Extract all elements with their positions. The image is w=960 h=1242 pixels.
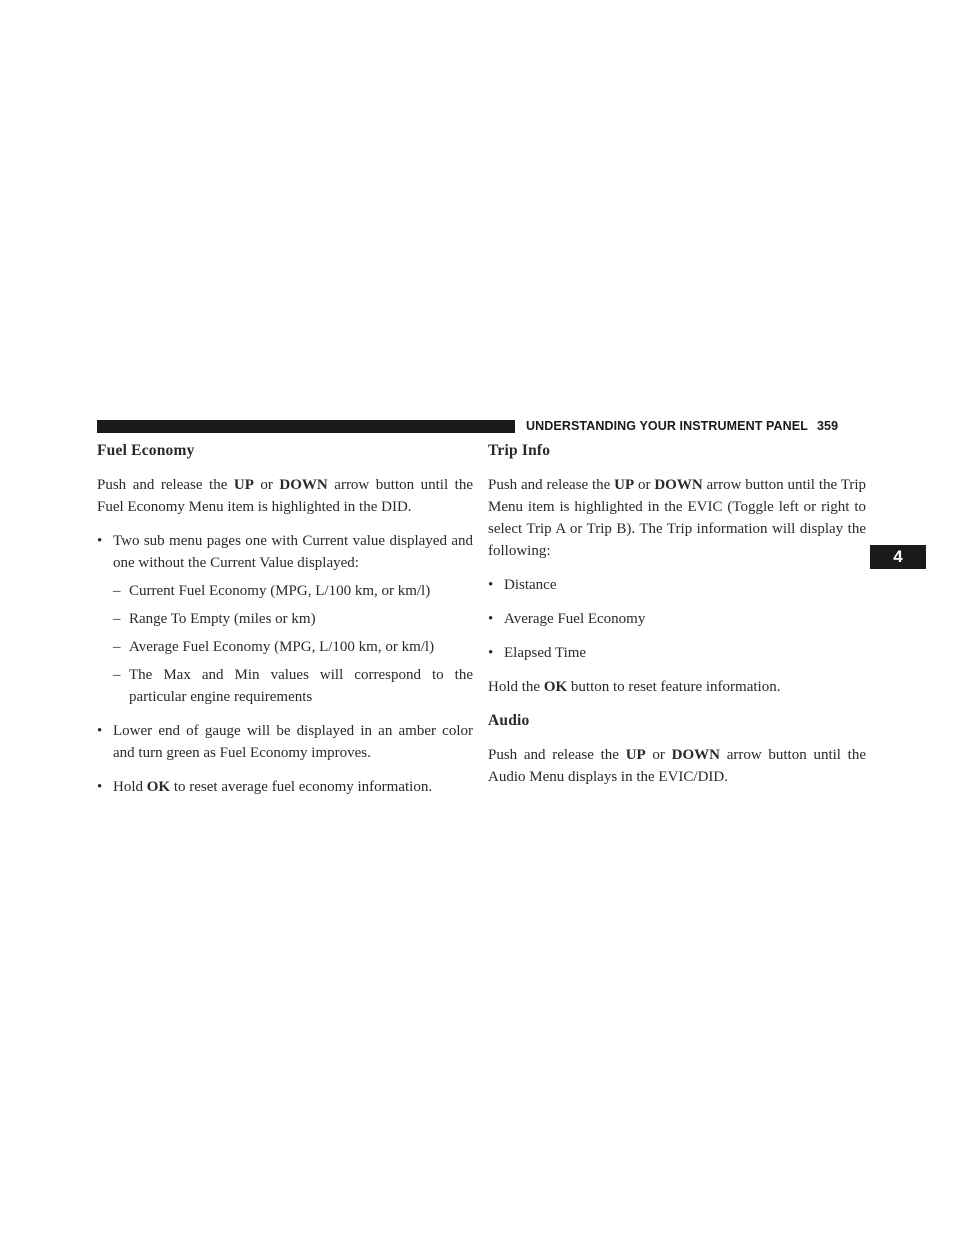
list-item: • Hold OK to reset average fuel economy information. (97, 779, 433, 795)
list-item: • Average Fuel Economy (488, 611, 646, 627)
heading-trip-info: Trip Info (488, 442, 551, 459)
right-column (488, 440, 866, 788)
list-item: • Two sub menu pages one with Current value displayed and one without the Current Value displayed: (97, 533, 473, 571)
header-rule (97, 420, 515, 433)
list-item: • Elapsed Time (488, 645, 587, 661)
heading-audio: Audio (488, 712, 530, 729)
heading-fuel-economy: Fuel Economy (97, 442, 195, 459)
sub-list-item: – The Max and Min values will correspond to the particular engine requirements (113, 667, 473, 705)
fuel-economy-intro: Push and release the UP or DOWN arrow button until the Fuel Economy Menu item is highlighted in the DID. (97, 477, 473, 515)
left-column (97, 440, 473, 798)
page-number: 359 (816, 419, 839, 433)
sub-list-item: – Range To Empty (miles or km) (113, 611, 316, 627)
chapter-tab: 4 (870, 545, 926, 569)
trip-info-reset: Hold the OK button to reset feature information. (488, 679, 781, 695)
trip-info-intro: Push and release the UP or DOWN arrow button until the Trip Menu item is highlighted in the EVIC (Toggle left or right to select Trip A or Trip B). The Trip information will display the following: (488, 477, 867, 559)
section-title: UNDERSTANDING YOUR INSTRUMENT PANEL (526, 419, 808, 433)
sub-list-item: – Current Fuel Economy (MPG, L/100 km, or km/l) (113, 583, 431, 599)
list-item: • Distance (488, 577, 557, 593)
audio-intro: Push and release the UP or DOWN arrow button until the Audio Menu displays in the EVIC/DID. (488, 747, 866, 785)
running-header (526, 419, 866, 435)
sub-list-item: – Average Fuel Economy (MPG, L/100 km, or km/l) (113, 639, 435, 655)
list-item: • Lower end of gauge will be displayed in an amber color and turn green as Fuel Economy improves. (97, 723, 473, 761)
